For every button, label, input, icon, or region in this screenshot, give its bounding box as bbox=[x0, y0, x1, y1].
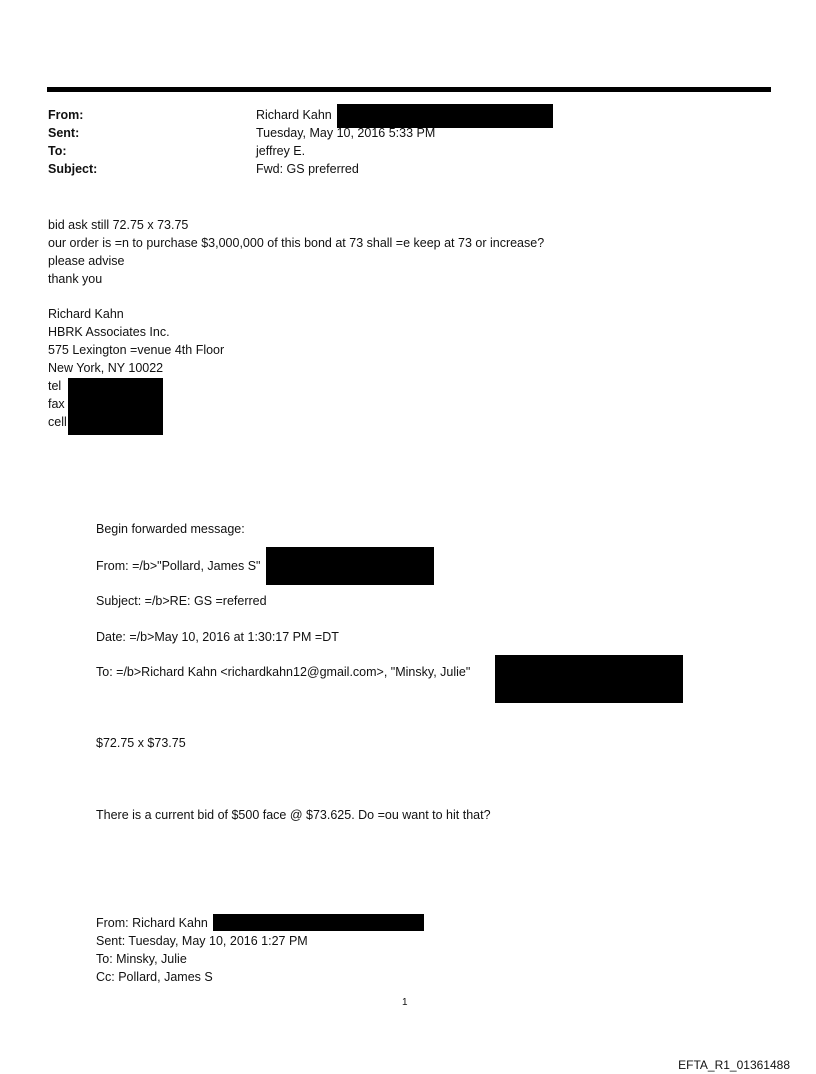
body-line: please advise bbox=[48, 254, 125, 268]
body-line: bid ask still 72.75 x 73.75 bbox=[48, 218, 189, 232]
forwarded-from bbox=[96, 557, 776, 585]
forward-intro: Begin forwarded message: bbox=[96, 522, 245, 536]
body-line: our order is =n to purchase $3,000,000 of this bond at 73 shall =e keep at 73 or increase? bbox=[48, 236, 545, 250]
signature-company: HBRK Associates Inc. bbox=[48, 325, 170, 339]
forwarded-subject: Subject: =/b>RE: GS =referred bbox=[96, 594, 267, 608]
header-rule bbox=[47, 87, 771, 92]
signature-cell-label: cell bbox=[48, 415, 67, 429]
page-number: 1 bbox=[402, 997, 408, 1008]
to-value: jeffrey E. bbox=[256, 144, 306, 158]
redaction-block bbox=[266, 547, 434, 585]
forwarded-from-text: From: =/b>"Pollard, James S" bbox=[96, 559, 261, 573]
sent-row bbox=[48, 124, 748, 142]
from-label: From: bbox=[48, 108, 84, 122]
signature-address-line: 575 Lexington =venue 4th Floor bbox=[48, 343, 225, 357]
from-row bbox=[48, 106, 748, 124]
email-body bbox=[48, 216, 768, 288]
subject-label: Subject: bbox=[48, 162, 98, 176]
original-sent: Sent: Tuesday, May 10, 2016 1:27 PM bbox=[96, 934, 308, 948]
forwarded-question: There is a current bid of $500 face @ $73.625. Do =ou want to hit that? bbox=[96, 808, 491, 822]
signature-fax-label: fax bbox=[48, 397, 65, 411]
original-from bbox=[96, 914, 776, 932]
to-label: To: bbox=[48, 144, 67, 158]
signature-name: Richard Kahn bbox=[48, 307, 124, 321]
forwarded-price: $72.75 x $73.75 bbox=[96, 736, 186, 750]
original-to: To: Minsky, Julie bbox=[96, 952, 187, 966]
sent-label: Sent: bbox=[48, 126, 80, 140]
forwarded-date: Date: =/b>May 10, 2016 at 1:30:17 PM =DT bbox=[96, 630, 339, 644]
to-row bbox=[48, 142, 748, 160]
from-name: Richard Kahn bbox=[256, 108, 332, 122]
body-line: thank you bbox=[48, 272, 103, 286]
signature bbox=[48, 305, 448, 431]
subject-row bbox=[48, 160, 748, 178]
signature-address-line: New York, NY 10022 bbox=[48, 361, 164, 375]
subject-value: Fwd: GS preferred bbox=[256, 162, 359, 176]
original-header bbox=[96, 914, 776, 986]
email-header bbox=[48, 106, 748, 178]
from-value bbox=[256, 106, 553, 124]
forwarded-to bbox=[96, 663, 776, 681]
signature-tel-label: tel bbox=[48, 379, 62, 393]
original-from-text: From: Richard Kahn bbox=[96, 916, 208, 930]
original-cc: Cc: Pollard, James S bbox=[96, 970, 213, 984]
sent-value: Tuesday, May 10, 2016 5:33 PM bbox=[256, 126, 436, 140]
redaction-block bbox=[213, 914, 424, 931]
redaction-block bbox=[68, 378, 163, 435]
forwarded-to-text: To: =/b>Richard Kahn <richardkahn12@gmail.com>, "Minsky, Julie" bbox=[96, 665, 471, 679]
redaction-block bbox=[495, 655, 683, 703]
document-id: EFTA_R1_01361488 bbox=[678, 1058, 790, 1072]
